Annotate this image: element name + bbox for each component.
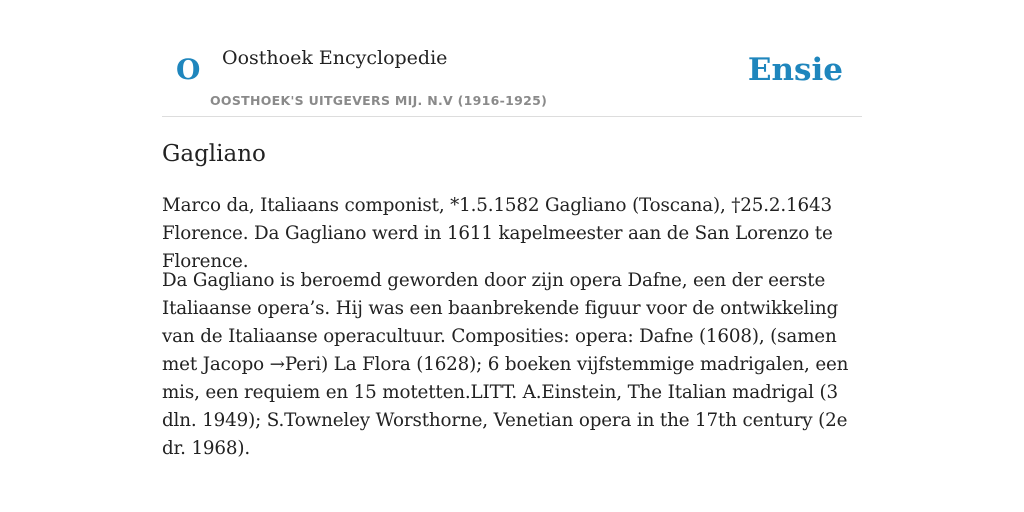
page <box>162 0 862 459</box>
site-header <box>162 0 862 117</box>
site-title[interactable]: Oosthoek Encyclopedie <box>222 47 448 69</box>
entry-paragraph: Da Gagliano is beroemd geworden door zijn opera Dafne, een der eerste Italiaanse opera’s. Hij was een baanbrekende figuur voor de ontwikkeling van de Italiaanse operacultuur. Composities: opera: Dafne (1608), (samen met Jacopo →Peri) La Flora (1628); 6 boeken vijfstemmige madrigalen, een mis, een requiem en 15 motetten.LITT. A.Einstein, The Italian madrigal (3 dln. 1949); S.Towneley Worsthorne, Venetian opera in the 17th century (2e dr. 1968). <box>162 270 849 459</box>
site-subtitle: OOSTHOEK'S UITGEVERS MIJ. N.V (1916-1925) <box>210 93 548 108</box>
logo-letter[interactable]: O <box>176 53 201 86</box>
entry-paragraph: Marco da, Italiaans componist, *1.5.1582 Gagliano (Toscana), †25.2.1643 Florence. Da Gagliano werd in 1611 kapelmeester aan de San Lorenzo te Florence. <box>162 195 833 272</box>
entry-title: Gagliano <box>162 141 266 167</box>
brand-logo[interactable]: Ensie <box>747 52 843 88</box>
